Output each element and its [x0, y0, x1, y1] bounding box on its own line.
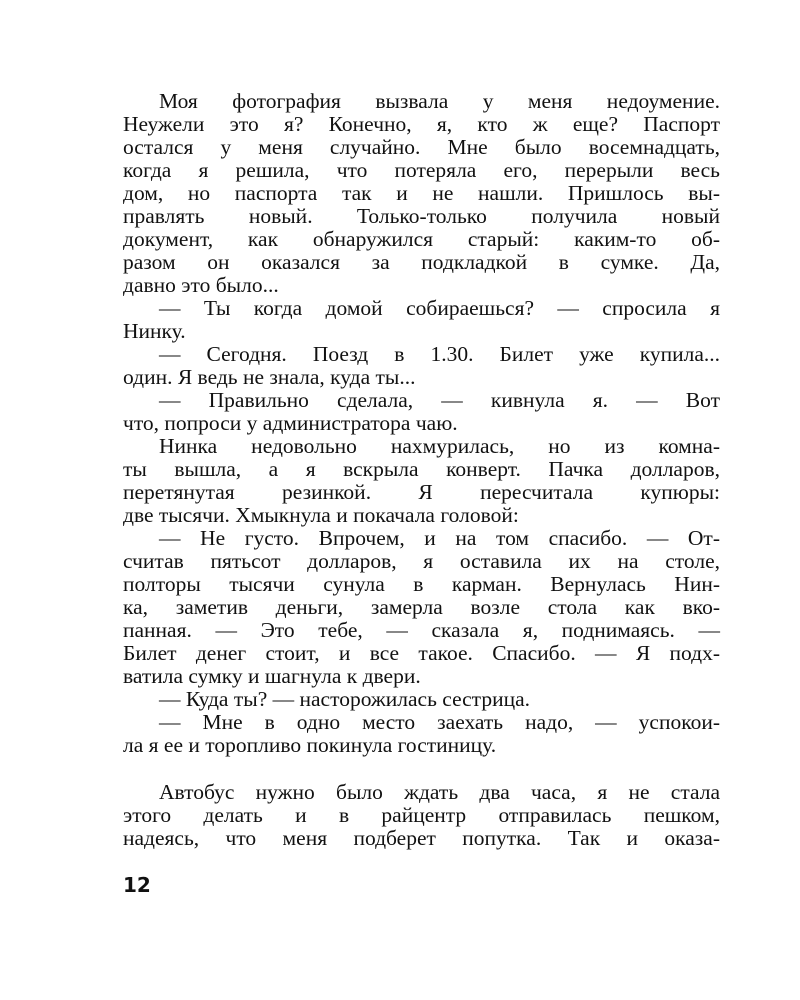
text-block-main [123, 90, 720, 757]
text-line: документ, как обнаружился старый: каким-то об- [123, 227, 720, 251]
text-line: когда я решила, что потеряла его, перерыли весь [123, 158, 720, 182]
text-line: этого делать и в райцентр отправилась пешком, [123, 803, 720, 827]
text-line: ты вышла, а я вскрыла конверт. Пачка долларов, [123, 457, 720, 481]
text-line: — Сегодня. Поезд в 1.30. Билет уже купила... [159, 342, 720, 366]
text-line: — Мне в одно место заехать надо, — успокои- [159, 710, 720, 734]
text-line: две тысячи. Хмыкнула и покачала головой: [123, 503, 519, 527]
text-line: считав пятьсот долларов, я оставила их на столе, [123, 549, 720, 573]
text-line: разом он оказался за подкладкой в сумке. Да, [123, 250, 720, 274]
text-line: Неужели это я? Конечно, я, кто ж еще? Паспорт [123, 112, 720, 136]
text-line: перетянутая резинкой. Я пересчитала купюры: [123, 480, 720, 504]
text-block-continuation [123, 781, 720, 850]
text-line: Нинку. [123, 319, 186, 343]
text-line: — Правильно сделала, — кивнула я. — Вот [159, 388, 720, 412]
text-line: один. Я ведь не знала, куда ты... [123, 365, 416, 389]
text-line: ка, заметив деньги, замерла возле стола как вко- [123, 595, 720, 619]
text-line: полторы тысячи сунула в карман. Вернулась Нин- [123, 572, 720, 596]
text-line: — Не густо. Впрочем, и на том спасибо. — От- [159, 526, 720, 550]
text-line: что, попроси у администратора чаю. [123, 411, 458, 435]
text-line: Моя фотография вызвала у меня недоумение. [159, 89, 720, 113]
text-line: — Ты когда домой собираешься? — спросила я [159, 296, 720, 320]
text-line: — Куда ты? — насторожилась сестрица. [159, 687, 531, 711]
text-line: дом, но паспорта так и не нашли. Пришлось вы- [123, 181, 720, 205]
text-line: правлять новый. Только-только получила новый [123, 204, 720, 228]
text-line: давно это было... [123, 273, 279, 297]
text-line: Нинка недовольно нахмурилась, но из комна- [159, 434, 720, 458]
text-line: ла я ее и торопливо покинула гостиницу. [123, 733, 497, 757]
text-line: Автобус нужно было ждать два часа, я не стала [159, 780, 720, 804]
text-line: надеясь, что меня подберет попутка. Так и оказа- [123, 826, 720, 850]
text-line: ватила сумку и шагнула к двери. [123, 664, 421, 688]
text-line: панная. — Это тебе, — сказала я, поднимаясь. — [123, 618, 720, 642]
page-number: 12 [123, 873, 151, 897]
text-line: остался у меня случайно. Мне было восемнадцать, [123, 135, 720, 159]
text-line: Билет денег стоит, и все такое. Спасибо. — Я подх- [123, 641, 720, 665]
